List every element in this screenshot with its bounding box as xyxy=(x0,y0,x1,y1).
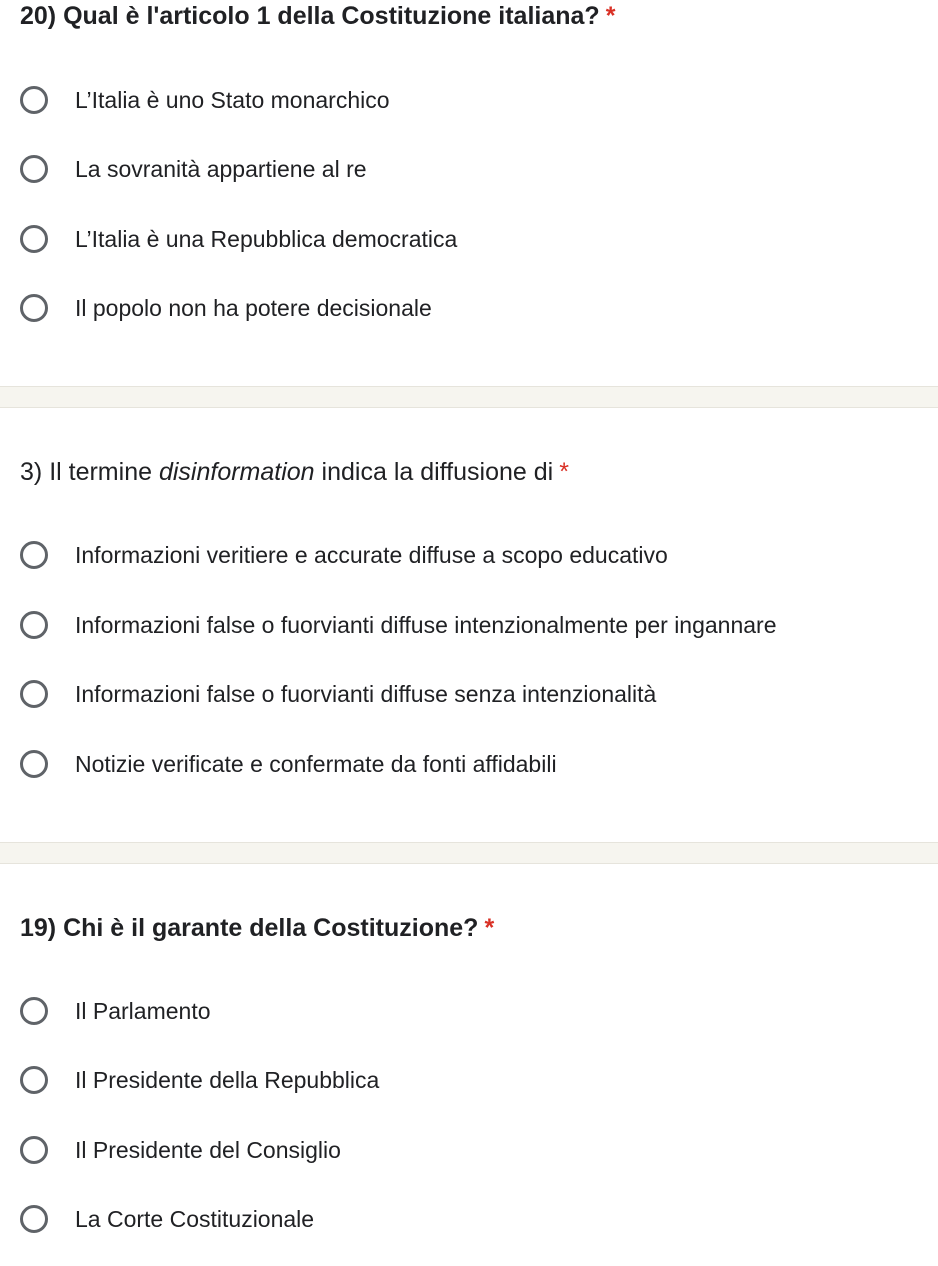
option-label: Il Parlamento xyxy=(75,998,211,1024)
section-separator xyxy=(0,842,938,864)
option-label: L’Italia è uno Stato monarchico xyxy=(75,87,390,113)
option-label: Informazioni false o fuorvianti diffuse intenzionalmente per ingannare xyxy=(75,612,777,638)
radio-option[interactable] xyxy=(20,290,432,326)
radio-option[interactable] xyxy=(20,1062,379,1098)
question-title xyxy=(20,912,494,944)
radio-option[interactable] xyxy=(20,1201,314,1237)
option-label: Il popolo non ha potere decisionale xyxy=(75,295,432,321)
option-label: Notizie verificate e confermate da fonti affidabili xyxy=(75,751,557,777)
radio-button-icon[interactable] xyxy=(20,997,48,1025)
radio-option[interactable] xyxy=(20,221,457,257)
radio-option[interactable] xyxy=(20,993,211,1029)
required-asterisk: * xyxy=(605,2,616,30)
question-card-19 xyxy=(0,864,938,1266)
question-text: Qual è l'articolo 1 della Costituzione italiana? xyxy=(63,2,600,30)
question-number: 20) xyxy=(20,2,57,30)
question-card-20 xyxy=(0,0,938,386)
option-label: Informazioni false o fuorvianti diffuse senza intenzionalità xyxy=(75,681,657,707)
required-asterisk: * xyxy=(484,914,495,942)
radio-button-icon[interactable] xyxy=(20,1136,48,1164)
radio-button-icon[interactable] xyxy=(20,541,48,569)
question-card-3 xyxy=(0,408,938,842)
radio-option[interactable] xyxy=(20,151,367,187)
question-text-emphasis: disinformation xyxy=(158,458,315,486)
option-label: Il Presidente della Repubblica xyxy=(75,1067,380,1093)
radio-option[interactable] xyxy=(20,1132,341,1168)
radio-button-icon[interactable] xyxy=(20,86,48,114)
question-title xyxy=(20,0,615,32)
radio-option[interactable] xyxy=(20,537,668,573)
radio-button-icon[interactable] xyxy=(20,1205,48,1233)
question-title xyxy=(20,456,569,488)
question-number: 19) xyxy=(20,914,57,942)
option-label: Il Presidente del Consiglio xyxy=(75,1137,341,1163)
option-label: La sovranità appartiene al re xyxy=(75,156,367,182)
option-label: La Corte Costituzionale xyxy=(75,1206,315,1232)
radio-option[interactable] xyxy=(20,607,777,643)
radio-button-icon[interactable] xyxy=(20,750,48,778)
radio-option[interactable] xyxy=(20,82,390,118)
question-text-suffix: indica la diffusione di xyxy=(321,458,554,486)
radio-button-icon[interactable] xyxy=(20,1066,48,1094)
radio-button-icon[interactable] xyxy=(20,294,48,322)
question-text: Chi è il garante della Costituzione? xyxy=(63,914,479,942)
section-separator xyxy=(0,386,938,408)
radio-option[interactable] xyxy=(20,746,557,782)
question-text-prefix: Il termine xyxy=(49,458,152,486)
option-label: L’Italia è una Repubblica democratica xyxy=(75,226,458,252)
option-label: Informazioni veritiere e accurate diffuse a scopo educativo xyxy=(75,542,668,568)
question-number: 3) xyxy=(20,458,43,486)
radio-option[interactable] xyxy=(20,676,656,712)
radio-button-icon[interactable] xyxy=(20,155,48,183)
radio-button-icon[interactable] xyxy=(20,680,48,708)
radio-button-icon[interactable] xyxy=(20,611,48,639)
radio-button-icon[interactable] xyxy=(20,225,48,253)
required-asterisk: * xyxy=(559,458,569,486)
